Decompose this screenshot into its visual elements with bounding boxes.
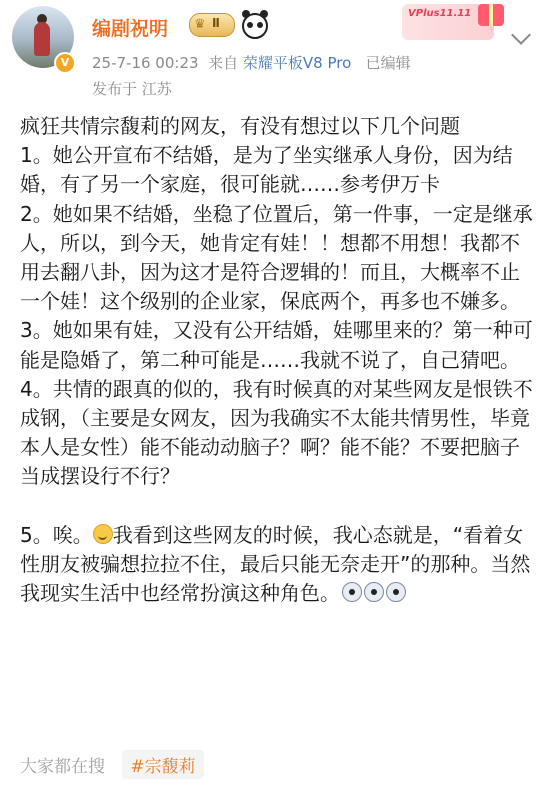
paragraph-gap — [20, 492, 535, 521]
device-link[interactable]: 荣耀平板V8 Pro — [242, 54, 352, 72]
post-timestamp: 25-7-16 00:23 — [92, 54, 199, 72]
location-prefix: 发布于 — [92, 80, 138, 98]
verified-mark: V — [60, 56, 70, 69]
gift-icon[interactable] — [478, 4, 504, 26]
post-point-5-start: 5。唉。 — [20, 522, 93, 547]
post-location — [92, 78, 172, 99]
dog-face-icon — [364, 582, 384, 602]
post-intro: 疯狂共情宗馥莉的网友，有没有想过以下几个问题 — [20, 114, 460, 138]
level-text: Ⅱ — [212, 16, 220, 30]
trending-search-bar — [20, 750, 204, 779]
trending-label: 大家都在搜 — [20, 757, 105, 777]
crown-icon: ♛ — [194, 17, 206, 32]
post-point-3: 3。她如果有娃，又没有公开结婚，娃哪里来的？第一种可能是隐婚了，第二种可能是……我就不说了，自己猜吧。 — [20, 318, 533, 372]
post-content — [20, 112, 535, 608]
post-point-1: 1。她公开宣布不结婚，是为了坐实继承人身份，因为结婚，有了另一个家庭，很可能就……参考伊万卡 — [20, 143, 513, 197]
post-header — [0, 0, 550, 110]
post-point-5 — [20, 521, 535, 609]
level-badge[interactable] — [189, 13, 235, 37]
avatar-figure — [34, 22, 50, 56]
post-point-4: 4。共情的跟真的似的，我有时候真的对某些网友是恨铁不成钢，（主要是女网友，因为我确实不太能共情男性，毕竟本人是女性）能不能动动脑子？啊？能不能？不要把脑子当成摆设行不行？ — [20, 376, 533, 489]
post-meta — [92, 52, 411, 73]
verified-badge-icon — [54, 52, 76, 74]
chevron-down-icon[interactable] — [511, 25, 531, 45]
vplus-text: VPlus11.11 — [408, 8, 472, 19]
location-value: 江苏 — [141, 80, 172, 98]
post-point-5-rest: 我看到这些网友的时候，我心态就是，“看着女性朋友被骗想拉拉不住，最后只能无奈走开”的那种。当然我现实生活中也经常扮演这种角色。 — [20, 522, 531, 606]
hashtag-link[interactable]: #宗馥莉 — [122, 750, 203, 779]
author-name[interactable]: 编剧祝明 — [92, 18, 169, 40]
dog-face-icon — [386, 582, 406, 602]
dog-face-icon — [342, 582, 362, 602]
edited-label[interactable]: 已编辑 — [365, 54, 411, 72]
post-point-2: 2。她如果不结婚，坐稳了位置后，第一件事，一定是继承人，所以，到今天，她肯定有娃！！想都不用想！我都不用去翻八卦，因为这才是符合逻辑的！而且，大概率不止一个娃！这个级别的企业家，保底两个，再多也不嫌多。 — [20, 201, 533, 314]
upside-down-smile-icon — [93, 524, 113, 544]
panda-icon — [242, 13, 268, 39]
source-prefix: 来自 — [208, 54, 239, 72]
